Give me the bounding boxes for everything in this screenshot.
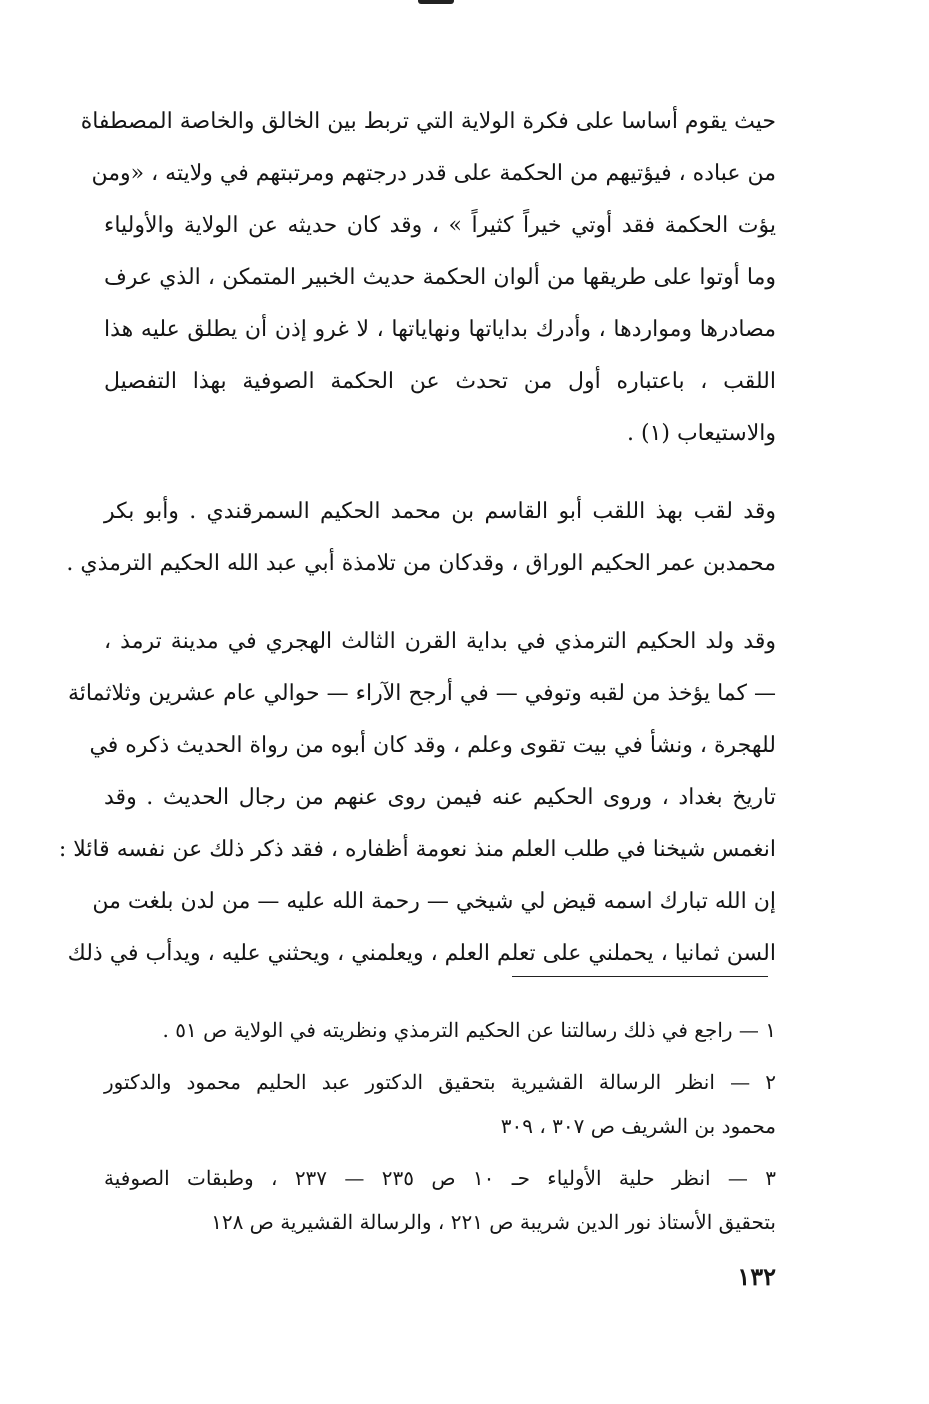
top-edge-mark <box>418 0 454 4</box>
main-text <box>58 96 776 980</box>
footnote-line: بتحقيق الأستاذ نور الدين شريبة ص ٢٢١ ، والرسالة القشيرية ص ١٢٨ <box>211 1210 776 1234</box>
paragraph-spacer <box>104 460 776 486</box>
footnote-spacer <box>104 1052 776 1060</box>
footnotes <box>104 1008 776 1244</box>
text-line: والاستيعاب (١) . <box>626 421 776 446</box>
footnote-line: ٢ — انظر الرسالة القشيرية بتحقيق الدكتور عبد الحليم محمود والدكتور <box>104 1070 776 1094</box>
text-line: للهجرة ، ونشأ في بيت تقوى وعلم ، وقد كان أبوه من رواة الحديث ذكره في <box>89 733 776 758</box>
text-line: حيث يقوم أساسا على فكرة الولاية التي تربط بين الخالق والخاصة المصطفاة <box>80 109 776 134</box>
footnote-2 <box>104 1060 776 1148</box>
paragraph-spacer <box>104 590 776 616</box>
text-line: وما أوتوا على طريقها من ألوان الحكمة حديث الخبير المتمكن ، الذي عرف <box>104 265 776 290</box>
page-number: ١٣٢ <box>737 1262 776 1291</box>
text-line: اللقب ، باعتباره أول من تحدث عن الحكمة الصوفية بهذا التفصيل <box>104 369 776 394</box>
text-line: انغمس شيخنا في طلب العلم منذ نعومة أظفاره ، فقد ذكر ذلك عن نفسه قائلا : <box>58 837 776 862</box>
footnote-line: محمود بن الشريف ص ٣٠٧ ، ٣٠٩ <box>500 1114 776 1138</box>
text-line: وقد لقب بهذ اللقب أبو القاسم بن محمد الحكيم السمرقندي . وأبو بكر <box>104 499 776 524</box>
text-line: محمدبن عمر الحكيم الوراق ، وقدكان من تلامذة أبي عبد الله الحكيم الترمذي . <box>66 551 776 576</box>
text-line: إن الله تبارك اسمه قيض لي شيخي — رحمة الله عليه — من لدن بلغت من <box>92 889 776 914</box>
footnote-line: ١ — راجع في ذلك رسالتنا عن الحكيم الترمذي ونظريته في الولاية ص ٥١ . <box>162 1018 776 1042</box>
footnote-spacer <box>104 1148 776 1156</box>
paragraph-2 <box>66 486 776 590</box>
paragraph-1 <box>80 96 776 460</box>
footnote-3 <box>104 1156 776 1244</box>
text-line: مصادرها ومواردها ، وأدرك بداياتها ونهاياتها ، لا غرو إذن أن يطلق عليه هذا <box>104 317 776 342</box>
text-line: من عباده ، فيؤتيهم من الحكمة على قدر درجتهم ومرتبتهم في ولايته ، «ومن <box>91 161 776 186</box>
text-line: — كما يؤخذ من لقبه وتوفي — في أرجح الآراء — حوالي عام عشرين وثلاثمائة <box>68 681 776 706</box>
footnote-divider <box>512 976 768 977</box>
paragraph-3 <box>58 616 776 980</box>
text-line: السن ثمانيا ، يحملني على تعلم العلم ، ويعلمني ، ويحثني عليه ، ويدأب في ذلك <box>67 941 776 966</box>
footnote-1 <box>104 1008 776 1052</box>
footnote-line: ٣ — انظر حلية الأولياء حـ ١٠ ص ٢٣٥ — ٢٣٧ ، وطبقات الصوفية <box>104 1166 776 1190</box>
text-line: وقد ولد الحكيم الترمذي في بداية القرن الثالث الهجري في مدينة ترمذ ، <box>104 629 776 654</box>
text-line: تاريخ بغداد ، وروى الحكيم عنه فيمن روى عنهم من رجال الحديث . وقد <box>104 785 776 810</box>
text-line: يؤت الحكمة فقد أوتي خيراً كثيراً » ، وقد كان حديثه عن الولاية والأولياء <box>104 213 776 238</box>
